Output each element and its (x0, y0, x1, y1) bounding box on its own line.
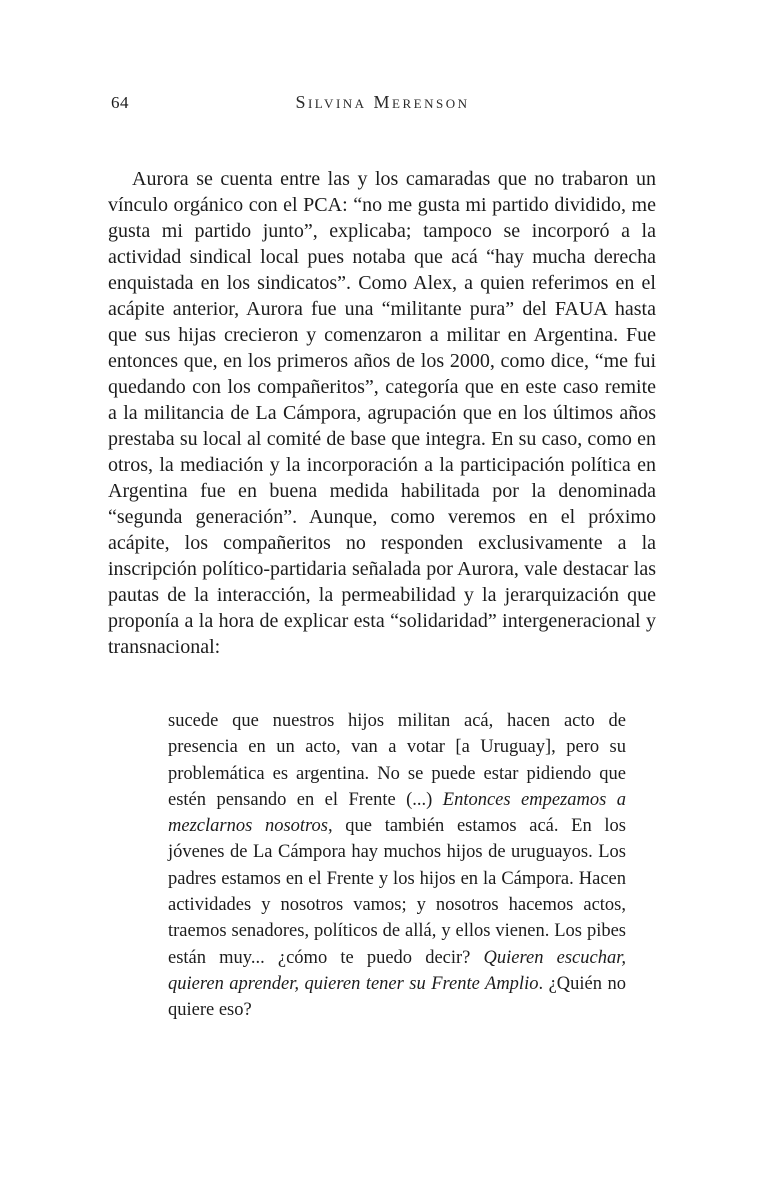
quote-segment: , que también estamos acá. En los jóvenes de La Cámpora hay muchos hijos de uruguayos. Los padres estamos en el Frente y los hijos en la Cámpora. Hacen actividades y nosotros vamos; y nosotros hacemos actos, traemos senadores, políticos de allá, y ellos vienen. Los pibes están muy... ¿cómo te puedo decir? (168, 816, 626, 968)
block-quote-paragraph (168, 708, 626, 1024)
running-title: Silvina Merenson (295, 92, 470, 112)
running-head (0, 92, 765, 116)
page-number: 64 (111, 93, 129, 112)
quote-segment-italic: Entonces empezamos a mezclarnos nosotros (168, 789, 627, 837)
main-text-column (108, 166, 656, 660)
quote-segment: sucede que nuestros hijos militan acá, hacen acto de presencia en un acto, van a votar [a Uruguay], pero su problemática es argentina. No se puede estar pidiendo que estén pensando en el Frente (...) (168, 711, 626, 810)
quote-segment: . ¿Quién no quiere eso? (168, 973, 626, 1021)
main-paragraph: Aurora se cuenta entre las y los camaradas que no trabaron un vínculo orgánico con el PCA: “no me gusta mi partido dividido, me gusta mi partido junto”, explicaba; tampoco se incorporó a la actividad sindical local pues notaba que acá “hay mucha derecha enquistada en los sindicatos”. Como Alex, a quien referimos en el acápite anterior, Aurora fue una “militante pura” del FAUA hasta que sus hijas crecieron y comenzaron a militar en Argentina. Fue entonces que, en los primeros años de los 2000, como dice, “me fui quedando con los compañeritos”, categoría que en este caso remite a la militancia de La Cámpora, agrupación que en los últimos años prestaba su local al comité de base que integra. En su caso, como en otros, la mediación y la incorporación a la participación política en Argentina fue en buena medida habilitada por la denominada “segunda generación”. Aunque, como veremos en el próximo acápite, los compañeritos no responden exclusivamente a la inscripción político-partidaria señalada por Aurora, vale destacar las pautas de la interacción, la permeabilidad y la jerarquización que proponía a la hora de explicar esta “solidaridad” intergeneracional y transnacional: (108, 168, 656, 658)
block-quote (168, 708, 626, 1024)
quote-segment-italic: Quieren escuchar, quieren aprender, quieren tener su Frente Amplio (168, 947, 626, 994)
